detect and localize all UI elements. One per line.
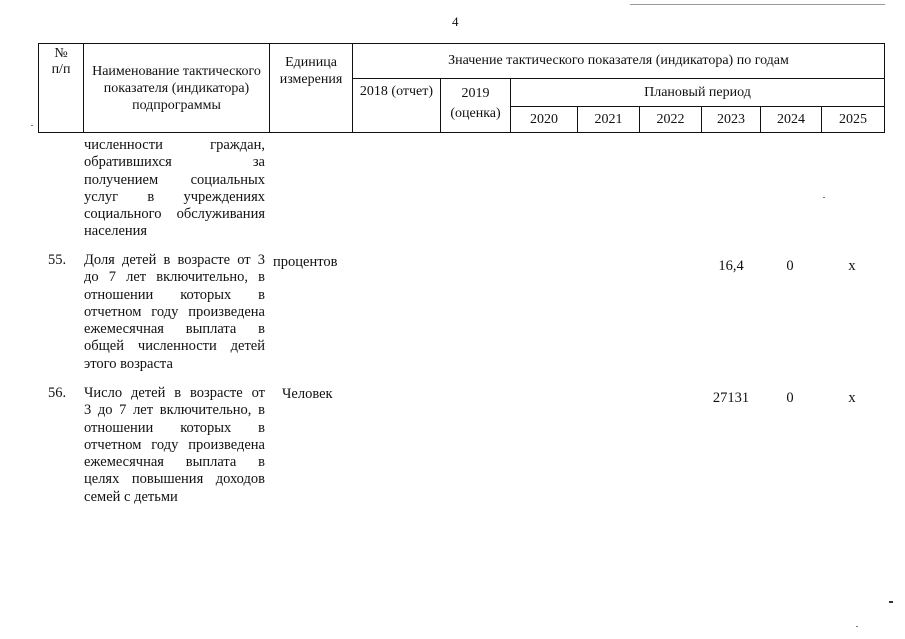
name-word: в: [147, 188, 155, 205]
name-word: которых: [180, 286, 232, 303]
name-word: численности: [137, 338, 217, 355]
name-word: включительно,: [156, 269, 248, 286]
row-56-2024: 0: [786, 390, 794, 406]
row-56-name: Число детей в возрасте от 3 до 7 лет включительно, в отношении которых в отчетном году произведена ежемесячная выплата в целях повышения доходов семей с детьми: [84, 385, 265, 505]
header-values: Значение тактического показателя (индикатора) по годам: [352, 43, 885, 79]
name-word: от: [237, 252, 251, 268]
name-word: детей: [121, 252, 157, 268]
row-55-2024: 0: [786, 258, 794, 274]
header-num: № п/п: [38, 43, 84, 133]
row-continuation-name: численности граждан, обратившихся за получением социальных услуг в учреждениях социального обслуживания населения: [84, 137, 265, 240]
name-word: Число: [84, 385, 123, 401]
name-word: возрасте: [190, 385, 243, 401]
row-56-2023: 27131: [712, 390, 750, 406]
header-unit: Единица измерения: [269, 43, 353, 133]
name-word: 3: [257, 252, 265, 268]
name-word: детей: [230, 338, 265, 355]
name-word: произведена: [188, 436, 265, 453]
name-word: в: [258, 321, 265, 338]
header-name: Наименование тактического показателя (индикатора) подпрограммы: [83, 43, 270, 133]
name-word: от: [251, 385, 265, 401]
header-year-2023: 2023: [701, 106, 761, 133]
name-word: 3: [84, 402, 92, 419]
name-word: до: [84, 269, 99, 286]
name-word: социальных: [190, 171, 265, 188]
name-word: отчетном: [84, 436, 142, 453]
name-word: 7: [108, 269, 117, 286]
name-word: обслуживания: [176, 206, 265, 223]
name-word: отношении: [84, 286, 154, 303]
name-word: которых: [180, 419, 232, 436]
name-word: учреждениях: [183, 188, 265, 205]
name-word: в: [258, 454, 265, 471]
top-rule: [630, 4, 885, 5]
name-word: лет: [133, 402, 154, 419]
name-word: в: [258, 402, 265, 419]
scan-speck: [31, 125, 33, 126]
name-word: услуг: [84, 188, 119, 205]
name-word: доходов: [215, 471, 265, 488]
name-word: ежемесячная: [84, 454, 164, 471]
name-word: выплата: [185, 454, 237, 471]
name-word: получением: [84, 171, 159, 188]
name-word: повышения: [131, 471, 204, 488]
name-word: включительно,: [159, 402, 252, 419]
row-55-2025: х: [848, 258, 856, 274]
name-word: до: [97, 402, 113, 419]
header-year-2024: 2024: [760, 106, 822, 133]
row-56-2025: х: [848, 390, 856, 406]
scan-speck: [823, 197, 825, 198]
name-word: 7: [119, 402, 127, 419]
name-word: в: [174, 385, 182, 401]
header-year-2021: 2021: [577, 106, 640, 133]
name-word: обратившихся: [84, 154, 172, 171]
name-word: в: [163, 252, 171, 268]
header-year-2025: 2025: [821, 106, 885, 133]
name-word: общей: [84, 338, 124, 355]
name-word: целях: [84, 471, 120, 488]
row-55-name: Доля детей в возрасте от 3 до 7 лет включительно, в отношении которых в отчетном году произведена ежемесячная выплата в общей численности детей этого возраста: [84, 252, 265, 372]
name-word: отношении: [84, 419, 154, 436]
name-word: детей: [131, 385, 166, 401]
name-word: году: [151, 303, 179, 320]
name-word: за: [252, 154, 265, 171]
name-word: в: [258, 286, 265, 303]
header-plan-period: Плановый период: [510, 78, 885, 107]
name-word: граждан,: [210, 137, 265, 153]
row-55-2023: 16,4: [718, 258, 744, 274]
header-year-2020: 2020: [510, 106, 578, 133]
row-56-unit: Человек: [282, 386, 333, 402]
name-word: социального: [84, 206, 162, 223]
row-56-number: 56.: [48, 385, 67, 401]
name-word: в: [258, 269, 265, 286]
name-word: лет: [126, 269, 147, 286]
page-number: 4: [452, 14, 459, 29]
table-header: [38, 43, 885, 133]
name-word: отчетном: [84, 303, 142, 320]
name-word: выплата: [185, 321, 237, 338]
name-word: в: [258, 419, 265, 436]
scan-speck: [889, 601, 893, 603]
row-55-unit: процентов: [273, 254, 338, 270]
name-word: численности: [84, 137, 163, 153]
name-word: Доля: [84, 252, 115, 268]
header-year-2022: 2022: [639, 106, 702, 133]
name-word: произведена: [188, 303, 265, 320]
name-word: ежемесячная: [84, 321, 164, 338]
header-2018: 2018 (отчет): [352, 78, 441, 133]
row-55-number: 55.: [48, 252, 67, 268]
name-word: возрасте: [177, 252, 231, 268]
scan-speck: [856, 626, 858, 627]
name-word: году: [151, 436, 179, 453]
header-2019: 2019 (оценка): [440, 78, 511, 133]
